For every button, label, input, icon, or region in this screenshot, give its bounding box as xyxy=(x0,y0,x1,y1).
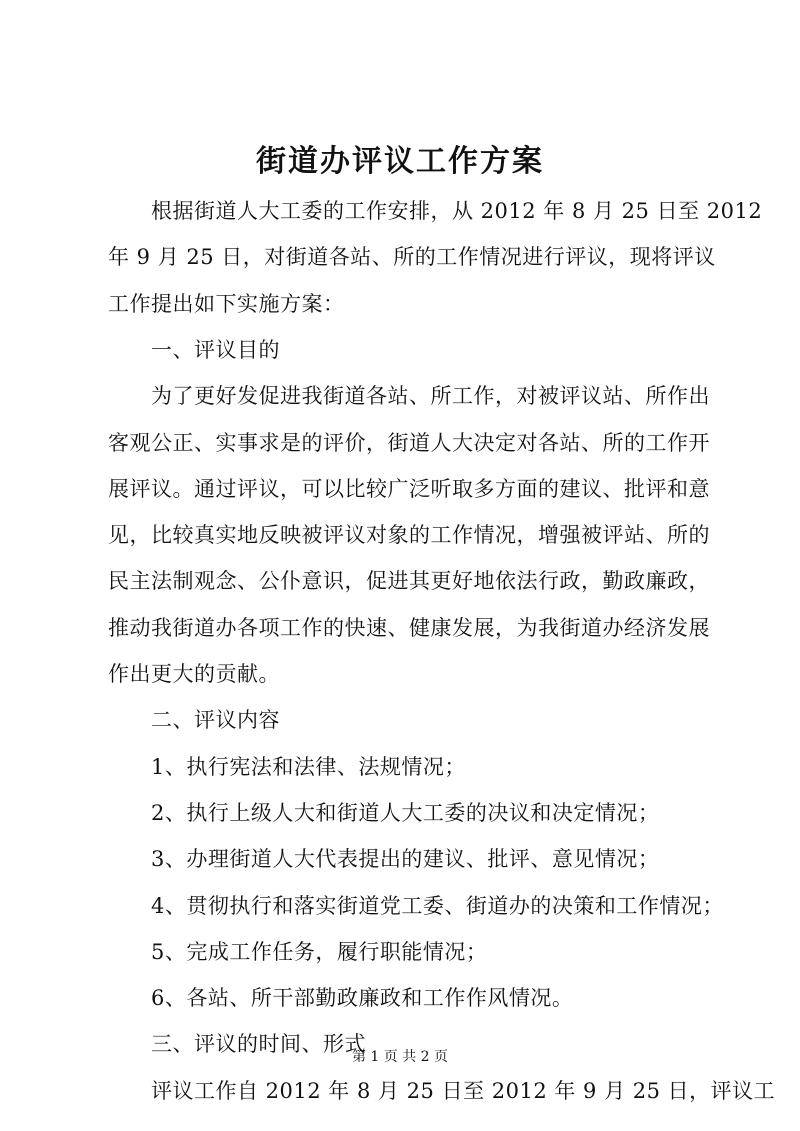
body-line-17: 5、完成工作任务，履行职能情况； xyxy=(108,940,488,964)
body-line-4: 一、评议目的 xyxy=(108,338,280,362)
body-line-5: 为了更好发促进我街道各站、所工作，对被评议站、所作出 xyxy=(108,384,710,408)
body-line-8: 见，比较真实地反映被评议对象的工作情况，增强被评站、所的 xyxy=(108,523,710,547)
body-line-18: 6、各站、所干部勤政廉政和工作作风情况。 xyxy=(108,986,574,1010)
body-line-13: 1、执行宪法和法律、法规情况； xyxy=(108,755,466,779)
document-title: 街道办评议工作方案 xyxy=(256,144,544,179)
body-line-10: 推动我街道办各项工作的快速、健康发展，为我街道办经济发展 xyxy=(108,616,710,640)
body-line-7: 展评议。通过评议，可以比较广泛听取多方面的建议、批评和意 xyxy=(108,477,710,501)
body-line-12: 二、评议内容 xyxy=(108,708,280,732)
body-line-9: 民主法制观念、公仆意识，促进其更好地依法行政，勤政廉政， xyxy=(108,569,710,593)
body-line-19: 三、评议的时间、形式 xyxy=(108,1032,366,1056)
body-line-6: 客观公正、实事求是的评价，街道人大决定对各站、所的工作开 xyxy=(108,431,710,455)
page-footer: 第 1 页 共 2 页 xyxy=(351,1049,449,1065)
body-line-1: 根据街道人大工委的工作安排，从 2012 年 8 月 25 日至 2012 xyxy=(108,199,763,223)
body-line-3: 工作提出如下实施方案： xyxy=(108,292,345,316)
body-line-15: 3、办理街道人大代表提出的建议、批评、意见情况； xyxy=(108,847,660,871)
body-line-16: 4、贯彻执行和落实街道党工委、街道办的决策和工作情况； xyxy=(108,894,724,918)
body-line-20: 评议工作自 2012 年 8 月 25 日至 2012 年 9 月 25 日，评议工 xyxy=(108,1079,776,1103)
body-line-2: 年 9 月 25 日，对街道各站、所的工作情况进行评议，现将评议 xyxy=(108,245,716,269)
body-line-14: 2、执行上级人大和街道人大工委的决议和决定情况； xyxy=(108,801,660,825)
body-line-11: 作出更大的贡献。 xyxy=(108,662,280,686)
